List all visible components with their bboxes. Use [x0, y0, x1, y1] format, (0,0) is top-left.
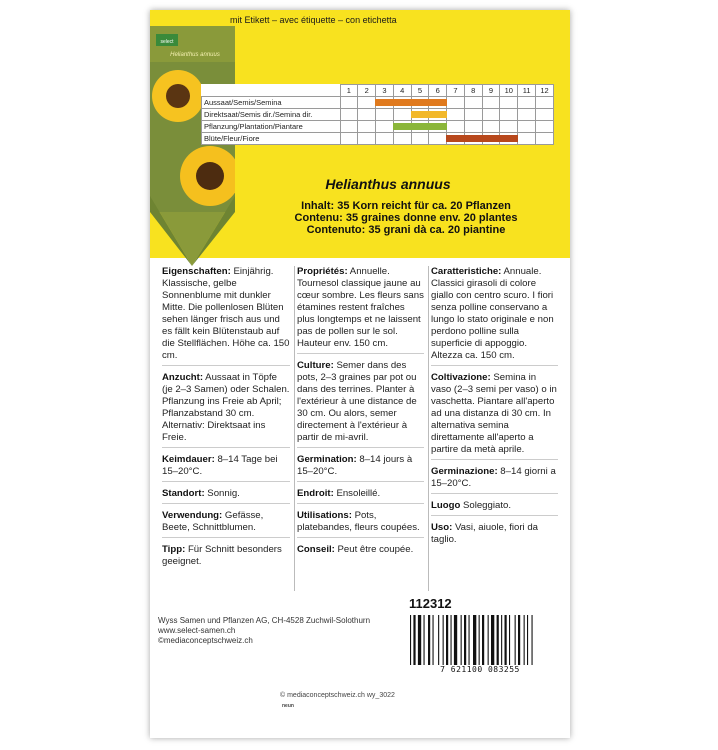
instruction-paragraph [431, 466, 558, 494]
calendar-row [202, 133, 554, 145]
calendar-cell [429, 109, 447, 121]
calendar-cell [482, 109, 500, 121]
calendar-cell [376, 133, 394, 145]
instruction-paragraph [431, 372, 558, 460]
instruction-paragraph [297, 266, 424, 354]
imprint-website: www.select-samen.ch [158, 626, 236, 635]
instruction-text: Vasi, aiuole, fiori da taglio. [431, 522, 539, 545]
calendar-cell [393, 121, 411, 133]
instruction-heading: Standort: [162, 488, 205, 499]
calendar-cell [536, 121, 554, 133]
imprint-copyright: ©mediaconceptschweiz.ch [158, 636, 253, 645]
imprint-company: Wyss Samen und Pflanzen AG, CH-4528 Zuchwil-Solothurn [158, 616, 371, 625]
imprint [158, 616, 370, 646]
month-header: 4 [393, 85, 411, 97]
instruction-paragraph [297, 510, 424, 538]
calendar-cell [464, 133, 482, 145]
calendar-cell [447, 133, 465, 145]
calendar-cell [447, 109, 465, 121]
calendar-corner [202, 85, 341, 97]
calendar-cell [429, 97, 447, 109]
sunflower-top-icon [152, 70, 204, 122]
calendar-bar [428, 99, 447, 106]
month-header: 6 [429, 85, 447, 97]
instruction-paragraph [297, 544, 424, 559]
calendar-cell [358, 97, 376, 109]
calendar-cell [518, 133, 536, 145]
calendar-bar [411, 99, 430, 106]
instruction-paragraph [162, 372, 290, 448]
calendar-cell [518, 97, 536, 109]
instructions [160, 266, 564, 591]
month-header: 7 [447, 85, 465, 97]
footer-credit: © mediaconceptschweiz.ch wy_3022 [280, 692, 395, 699]
calendar-row-label: Pflanzung/Plantation/Piantare [202, 121, 341, 133]
calendar-cell [393, 133, 411, 145]
calendar-cell [411, 133, 429, 145]
instruction-heading: Uso: [431, 522, 453, 533]
instruction-heading: Keimdauer: [162, 454, 215, 465]
calendar-bar [393, 123, 412, 130]
calendar-bar [428, 123, 447, 130]
column-fr [294, 266, 428, 591]
calendar-cell [429, 133, 447, 145]
calendar-cell [447, 121, 465, 133]
contents-de: Inhalt: 35 Korn reicht für ca. 20 Pflanzen [301, 200, 511, 212]
instruction-text: Soleggiato. [460, 500, 511, 511]
instruction-paragraph [297, 360, 424, 448]
instruction-text: Annuelle. Tournesol classique jaune au cœur sombre. Les fleurs sans étamines restent fraîches plus longtemps et ne laissent pas de pollen sur le sol. Hauteur env. 150 cm. [297, 266, 424, 349]
instruction-heading: Germinazione: [431, 466, 498, 477]
calendar-bar [464, 135, 483, 142]
instruction-paragraph [431, 266, 558, 366]
calendar-cell [429, 121, 447, 133]
calendar-cell [500, 121, 518, 133]
calendar-cell [536, 97, 554, 109]
instruction-text: Ensoleillé. [333, 488, 381, 499]
calendar-bar [411, 123, 430, 130]
calendar-bar [411, 111, 430, 118]
contents-it: Contenuto: 35 grani dà ca. 20 piantine [306, 224, 506, 236]
instruction-heading: Propriétés: [297, 266, 348, 277]
calendar-bar [482, 135, 501, 142]
calendar-cell [536, 133, 554, 145]
instruction-paragraph [162, 544, 290, 571]
month-header: 2 [358, 85, 376, 97]
calendar-bar [446, 135, 465, 142]
instruction-heading: Conseil: [297, 544, 335, 555]
calendar-cell [447, 97, 465, 109]
instruction-paragraph [431, 500, 558, 516]
instruction-paragraph [162, 488, 290, 504]
calendar-cell [340, 97, 358, 109]
calendar-cell [393, 109, 411, 121]
calendar-cell [393, 97, 411, 109]
calendar-row-label: Blüte/Fleur/Fiore [202, 133, 341, 145]
instruction-paragraph [162, 510, 290, 538]
instruction-text: 8–14 Tage bei 15–20°C. [162, 454, 278, 477]
column-de [160, 266, 294, 591]
month-header: 8 [464, 85, 482, 97]
calendar-cell [411, 97, 429, 109]
instruction-text: Einjährig. Klassische, gelbe Sonnenblume mit dunkler Mitte. Die pollenlosen Blüten sehen länger frisch aus und es fällt kein Blütenstaub auf die Stellflächen. Höhe ca. 150 cm. [162, 266, 290, 361]
instruction-heading: Germination: [297, 454, 357, 465]
calendar-bar [375, 99, 394, 106]
calendar-cell [482, 121, 500, 133]
seed-packet-back [150, 10, 570, 738]
instruction-text: Semina in vaso (2–3 semi per vaso) o in vaschetta. Piantare all'aperto ad una distanza di 30 cm. In alternativa semina direttamente all'aperto a partire da metà aprile. [431, 372, 557, 455]
instruction-text: Peut être coupée. [334, 544, 414, 555]
calendar-cell [536, 109, 554, 121]
month-header: 11 [518, 85, 536, 97]
instruction-heading: Anzucht: [162, 372, 204, 383]
calendar-cell [411, 109, 429, 121]
month-header: 12 [536, 85, 554, 97]
calendar-cell [340, 109, 358, 121]
instruction-text: Semer dans des pots, 2–3 graines par pot ou dans des terrines. Planter à l'extérieur à une distance de 30 cm. Ou alors, semer directement à l'extérieur à partir de mi-avril. [297, 360, 417, 443]
instruction-heading: Eigenschaften: [162, 266, 231, 277]
instruction-heading: Endroit: [297, 488, 334, 499]
instruction-text: 8–14 giorni a 15–20°C. [431, 466, 556, 489]
column-it [428, 266, 562, 591]
instruction-heading: Utilisations: [297, 510, 352, 521]
instruction-text: Aussaat in Töpfe (je 2–3 Samen) oder Schalen. Pflanzung ins Freie ab April; Pflanzabstand 30 cm. Alternativ: Direktsaat ins Freie. [162, 372, 290, 443]
instruction-heading: Verwendung: [162, 510, 223, 521]
calendar-cell [518, 109, 536, 121]
calendar-cell [518, 121, 536, 133]
contents-fr: Contenu: 35 graines donne env. 20 plantes [294, 212, 518, 224]
footer-brand: neun [282, 703, 294, 709]
calendar-cell [411, 121, 429, 133]
calendar-cell [340, 121, 358, 133]
svg-text:Helianthus annuus: Helianthus annuus [170, 52, 220, 58]
calendar-cell [376, 109, 394, 121]
svg-text:select: select [160, 39, 174, 45]
calendar-cell [500, 133, 518, 145]
sowing-calendar [201, 84, 554, 145]
label-note: mit Etikett – avec étiquette – con etichetta [230, 15, 397, 25]
calendar-cell [482, 133, 500, 145]
calendar-bar [428, 111, 447, 118]
product-title: Helianthus annuus [325, 176, 451, 192]
calendar-cell [464, 121, 482, 133]
calendar-cell [482, 97, 500, 109]
month-header: 3 [376, 85, 394, 97]
calendar-cell [358, 109, 376, 121]
instruction-paragraph [162, 454, 290, 482]
calendar-cell [376, 97, 394, 109]
month-header: 10 [500, 85, 518, 97]
calendar-row-label: Aussaat/Semis/Semina [202, 97, 341, 109]
calendar-row [202, 97, 554, 109]
calendar-row [202, 109, 554, 121]
instruction-text: Pots, platebandes, fleurs coupées. [297, 510, 420, 533]
calendar-row [202, 121, 554, 133]
instruction-text: Sonnig. [204, 488, 240, 499]
instruction-paragraph [431, 522, 558, 549]
instruction-paragraph [162, 266, 290, 366]
calendar-cell [358, 133, 376, 145]
calendar-bar [393, 99, 412, 106]
instruction-text: Annuale. Classici girasoli di colore giallo con centro scuro. I fiori senza polline conservano a lungo lo stato originale e non perdono polline sulla superficie di appoggio. Altezza ca. 150 cm. [431, 266, 554, 361]
calendar-cell [340, 133, 358, 145]
instruction-text: Für Schnitt besonders geeignet. [162, 544, 282, 567]
article-number: 112312 [409, 596, 452, 611]
instruction-heading: Coltivazione: [431, 372, 491, 383]
month-header: 5 [411, 85, 429, 97]
calendar-cell [500, 97, 518, 109]
instruction-heading: Culture: [297, 360, 334, 371]
sunflower-tag-image [150, 26, 235, 266]
instruction-text: 8–14 jours à 15–20°C. [297, 454, 413, 477]
month-header: 9 [482, 85, 500, 97]
calendar-cell [358, 121, 376, 133]
instruction-paragraph [297, 454, 424, 482]
calendar-cell [376, 121, 394, 133]
instruction-paragraph [297, 488, 424, 504]
contents-info [246, 200, 566, 236]
calendar-cell [464, 97, 482, 109]
month-header: 1 [340, 85, 358, 97]
instruction-heading: Tipp: [162, 544, 186, 555]
barcode-icon [400, 612, 560, 670]
instruction-heading: Luogo [431, 500, 461, 511]
calendar-cell [464, 109, 482, 121]
calendar-row-label: Direktsaat/Semis dir./Semina dir. [202, 109, 341, 121]
calendar-bar [499, 135, 518, 142]
instruction-heading: Caratteristiche: [431, 266, 502, 277]
instruction-text: Gefässe, Beete, Schnittblumen. [162, 510, 264, 533]
calendar-cell [500, 109, 518, 121]
barcode-digits: 7 621100 083255 [440, 665, 520, 674]
